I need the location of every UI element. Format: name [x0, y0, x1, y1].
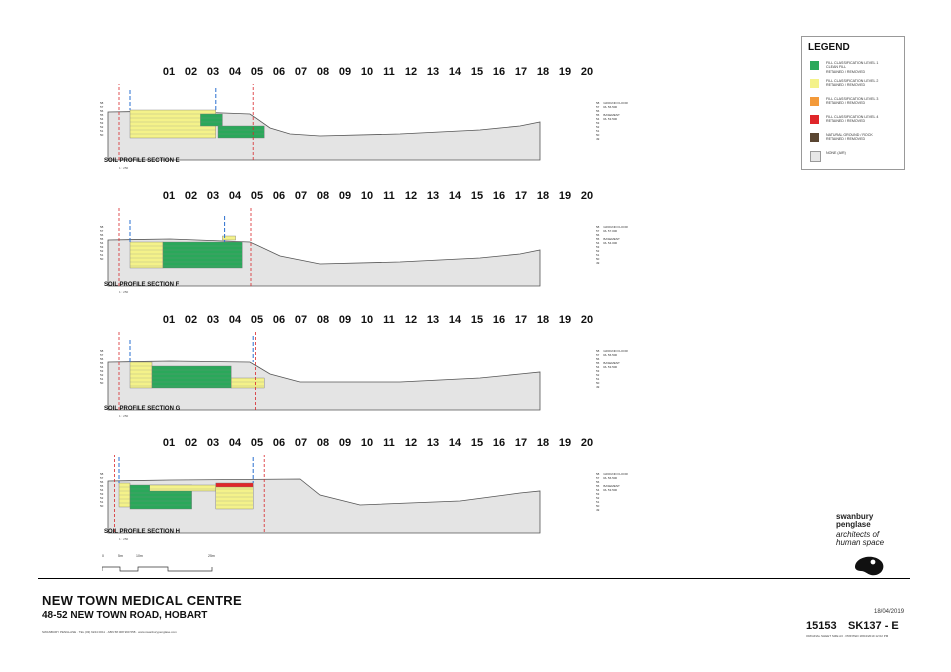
- level-value: 51: [596, 129, 600, 133]
- legend-label: [826, 79, 902, 88]
- brand-tagline-line-1: architects of: [836, 530, 880, 539]
- level-label: 52: [100, 125, 104, 129]
- section-scale: 1 : 250: [119, 537, 129, 541]
- brand-logo-icon: [851, 553, 887, 579]
- level-value: 56: [596, 233, 600, 237]
- level-annotation-rl: RL 53.500: [603, 365, 618, 369]
- section-title: SOIL PROFILE SECTION H: [104, 529, 180, 535]
- legend-item-4: [810, 115, 902, 129]
- gridline-label: 10: [360, 314, 374, 326]
- gridline-label: 11: [383, 190, 395, 202]
- gridline-label: 16: [492, 437, 506, 449]
- level-annotation-title: BASEMENT: [603, 484, 620, 488]
- gridline-label: 17: [514, 314, 528, 326]
- gridline-label: 05: [250, 314, 264, 326]
- level-scale-left: [100, 101, 108, 137]
- legend-label-line: FILL CLASSIFICATION LEVEL 1: [826, 61, 879, 65]
- legend-label: [826, 115, 902, 124]
- level-value: 56: [596, 357, 600, 361]
- level-annotation-rl: RL 56.500: [603, 105, 618, 109]
- level-value: 53: [596, 121, 600, 125]
- gridline-label: 18: [536, 437, 550, 449]
- gridline-label: 01: [162, 314, 176, 326]
- sheet-date: 18/04/2019: [874, 609, 905, 615]
- title-block-rule: [38, 578, 910, 579]
- level-label: 50: [100, 257, 104, 261]
- level-value: 54: [596, 117, 600, 121]
- level-scale-right: [596, 349, 636, 389]
- level-value: 54: [596, 488, 600, 492]
- level-label: [596, 261, 636, 265]
- level-annotation-rl: RL 57.000: [603, 229, 618, 233]
- level-value: 51: [596, 253, 600, 257]
- brand-name-line-1: swanbury: [836, 512, 874, 521]
- gridline-label: 17: [514, 190, 528, 202]
- level-label: 58: [100, 472, 104, 476]
- scale-bar: [102, 554, 222, 578]
- legend-label: [826, 61, 902, 74]
- level-value: 56: [596, 109, 600, 113]
- level-annotation-rl: RL 53.500: [603, 488, 618, 492]
- gridline-label: 14: [448, 190, 462, 202]
- section-scale: 1 : 250: [119, 166, 129, 170]
- level-annotation-title: GROUND FLOOR: [603, 349, 628, 353]
- level-value: 50: [596, 133, 600, 137]
- gridline-label: 10: [360, 66, 374, 78]
- fill-block: [200, 114, 222, 126]
- section-profile-drawing: [100, 208, 600, 308]
- sheet-number: SK137 - E: [848, 620, 899, 632]
- gridline-label: 10: [360, 190, 374, 202]
- level-label: 55: [100, 361, 104, 365]
- level-value: 52: [596, 373, 600, 377]
- gridline-label: 12: [404, 66, 418, 78]
- gridline-label: 19: [558, 66, 572, 78]
- gridline-label: 19: [558, 437, 572, 449]
- gridline-label: 03: [206, 314, 220, 326]
- gridline-label: 03: [206, 66, 220, 78]
- legend-swatch: [810, 151, 821, 162]
- gridline-label: 12: [404, 437, 418, 449]
- level-label: 50: [100, 504, 104, 508]
- scale-label-0: 0: [102, 554, 104, 558]
- level-label: 58: [100, 349, 104, 353]
- legend-label: [826, 133, 902, 142]
- scale-label-5m: 5m: [118, 554, 123, 558]
- level-label: 50: [100, 133, 104, 137]
- gridline-label: 02: [184, 66, 198, 78]
- gridline-label: 06: [272, 437, 286, 449]
- level-label: 57: [100, 353, 104, 357]
- gridline-label: 15: [470, 66, 484, 78]
- level-label: 57: [100, 476, 104, 480]
- gridline-label: 01: [162, 437, 176, 449]
- legend-label: [826, 151, 902, 155]
- level-annotation-rl: RL 56.500: [603, 476, 618, 480]
- level-scale-left: [100, 472, 108, 508]
- section-scale: 1 : 250: [119, 290, 129, 294]
- legend-label-line: RETAINED / REMOVED: [826, 119, 866, 124]
- gridline-label: 08: [316, 437, 330, 449]
- legend-label-line: FILL CLASSIFICATION LEVEL 4: [826, 115, 879, 119]
- gridline-label: 11: [383, 66, 395, 78]
- legend-swatch: [810, 133, 819, 142]
- legend-title: LEGEND: [808, 42, 850, 53]
- legend-label-line: RETAINED / REMOVED: [826, 69, 866, 74]
- level-label: 55: [100, 237, 104, 241]
- level-scale-left: [100, 349, 108, 385]
- gridline-label: 20: [580, 66, 594, 78]
- gridline-label: 14: [448, 314, 462, 326]
- brand-name-line-2: penglase: [836, 520, 871, 529]
- gridline-label: 04: [228, 314, 242, 326]
- level-value: 56: [596, 480, 600, 484]
- level-value: 52: [596, 125, 600, 129]
- level-value: 50: [596, 381, 600, 385]
- gridline-label: 20: [580, 314, 594, 326]
- level-label: 51: [100, 253, 104, 257]
- level-value: 51: [596, 500, 600, 504]
- level-label: [596, 385, 636, 389]
- gridline-label: 01: [162, 190, 176, 202]
- gridline-label: 08: [316, 314, 330, 326]
- fill-block: [218, 126, 264, 138]
- gridline-label: 10: [360, 437, 374, 449]
- gridline-label: 07: [294, 190, 308, 202]
- gridline-label: 15: [470, 437, 484, 449]
- gridline-label: 02: [184, 437, 198, 449]
- legend-label-line: FILL CLASSIFICATION LEVEL 2: [826, 79, 879, 83]
- gridline-label: 18: [536, 66, 550, 78]
- level-value: 58: [596, 472, 600, 476]
- level-value: 54: [596, 365, 600, 369]
- level-label: 57: [100, 229, 104, 233]
- legend-label-line: NATURAL GROUND / ROCK: [826, 133, 873, 137]
- legend-item-2: [810, 79, 902, 93]
- soil-profile-section-h: [100, 437, 640, 557]
- gridline-label: 13: [426, 190, 440, 202]
- level-value: 53: [596, 492, 600, 496]
- gridline-label: 09: [338, 190, 352, 202]
- level-annotation-title: GROUND FLOOR: [603, 225, 628, 229]
- gridline-label: 19: [558, 190, 572, 202]
- legend-label-line: RETAINED / REMOVED: [826, 137, 866, 142]
- gridline-labels: [158, 437, 598, 453]
- level-value: 55: [596, 484, 600, 488]
- level-value: 52: [596, 249, 600, 253]
- legend-label-line: FILL CLASSIFICATION LEVEL 3: [826, 97, 879, 101]
- level-annotation-title: GROUND FLOOR: [603, 101, 628, 105]
- section-profile-drawing: [100, 455, 600, 555]
- level-label: 51: [100, 129, 104, 133]
- level-value: 57: [596, 353, 600, 357]
- level-label: [596, 508, 636, 512]
- gridline-label: 06: [272, 66, 286, 78]
- brand-block: [836, 513, 916, 547]
- gridline-label: 07: [294, 437, 308, 449]
- gridline-label: 01: [162, 66, 176, 78]
- level-label: 55: [100, 484, 104, 488]
- level-label: 57: [100, 105, 104, 109]
- section-title: SOIL PROFILE SECTION F: [104, 282, 180, 288]
- level-annotation-rl: RL 53.500: [603, 117, 618, 121]
- gridline-labels: [158, 190, 598, 206]
- level-label: 52: [100, 373, 104, 377]
- level-label: 55: [100, 113, 104, 117]
- legend-item-5: [810, 133, 902, 147]
- level-label: 56: [100, 109, 104, 113]
- level-scale-right: [596, 101, 636, 141]
- gridline-label: 15: [470, 314, 484, 326]
- legend-swatch: [810, 79, 819, 88]
- legend-item-3: [810, 97, 902, 111]
- level-annotation-title: GROUND FLOOR: [603, 472, 628, 476]
- level-label: 54: [100, 365, 104, 369]
- gridline-label: 04: [228, 437, 242, 449]
- gridline-label: 16: [492, 314, 506, 326]
- level-value: 53: [596, 245, 600, 249]
- level-value: 50: [596, 504, 600, 508]
- gridline-label: 09: [338, 66, 352, 78]
- level-label: 56: [100, 233, 104, 237]
- gridline-label: 09: [338, 314, 352, 326]
- level-value: 49: [596, 261, 600, 265]
- legend-label-line: CLEAN FILL: [826, 65, 847, 70]
- gridline-label: 02: [184, 314, 198, 326]
- level-label: 52: [100, 249, 104, 253]
- gridline-label: 05: [250, 66, 264, 78]
- gridline-label: 08: [316, 66, 330, 78]
- legend-swatch: [810, 97, 819, 106]
- level-value: 55: [596, 237, 600, 241]
- level-label: 53: [100, 245, 104, 249]
- gridline-labels: [158, 314, 598, 330]
- level-scale-right: [596, 225, 636, 265]
- level-label: 53: [100, 492, 104, 496]
- level-value: 55: [596, 361, 600, 365]
- fill-block: [231, 378, 264, 388]
- project-name: NEW TOWN MEDICAL CENTRE: [42, 593, 242, 608]
- contact-line: SWANBURY PENGLASE · TEL (03) 6224 0011 · ABN 58 008 960 558 · www.swanburypenglase.com: [42, 630, 177, 634]
- level-label: 54: [100, 241, 104, 245]
- legend-label-line: RETAINED / REMOVED: [826, 83, 866, 88]
- fill-block: [216, 483, 253, 487]
- gridline-label: 18: [536, 190, 550, 202]
- gridline-label: 19: [558, 314, 572, 326]
- gridline-label: 04: [228, 190, 242, 202]
- section-profile-drawing: [100, 332, 600, 432]
- gridline-label: 16: [492, 66, 506, 78]
- brand-tagline-line-2: human space: [836, 538, 885, 547]
- sheet-footer: ORIGINAL SHEET SIZE A3 · PRINTED 18/04/2019 12:02 PM: [806, 634, 889, 638]
- level-value: 55: [596, 113, 600, 117]
- gridline-label: 11: [383, 437, 395, 449]
- level-value: 58: [596, 349, 600, 353]
- legend-label-line: NONE (AIR): [826, 151, 846, 155]
- gridline-label: 13: [426, 314, 440, 326]
- gridline-label: 03: [206, 437, 220, 449]
- level-value: 49: [596, 137, 600, 141]
- gridline-label: 07: [294, 66, 308, 78]
- level-value: 49: [596, 508, 600, 512]
- gridline-label: 06: [272, 190, 286, 202]
- gridline-label: 02: [184, 190, 198, 202]
- section-scale: 1 : 250: [119, 414, 129, 418]
- legend-label: [826, 97, 902, 106]
- level-value: 57: [596, 229, 600, 233]
- level-scale-left: [100, 225, 108, 261]
- level-value: 54: [596, 241, 600, 245]
- gridline-label: 13: [426, 437, 440, 449]
- gridline-label: 11: [383, 314, 395, 326]
- level-annotation-title: BASEMENT: [603, 237, 620, 241]
- level-label: 53: [100, 369, 104, 373]
- section-title: SOIL PROFILE SECTION E: [104, 158, 180, 164]
- level-label: 53: [100, 121, 104, 125]
- gridline-label: 04: [228, 66, 242, 78]
- level-value: 51: [596, 377, 600, 381]
- level-annotation-rl: RL 54.000: [603, 241, 618, 245]
- legend-swatch: [810, 61, 819, 70]
- level-label: [596, 137, 636, 141]
- level-value: 57: [596, 105, 600, 109]
- level-annotation-title: BASEMENT: [603, 361, 620, 365]
- soil-profile-section-g: [100, 314, 640, 434]
- fill-block: [150, 485, 216, 491]
- level-label: 51: [100, 500, 104, 504]
- section-title: SOIL PROFILE SECTION G: [104, 406, 181, 412]
- legend-panel: [801, 36, 905, 170]
- legend-swatch: [810, 115, 819, 124]
- scale-label-25m: 25m: [208, 554, 215, 558]
- gridline-label: 03: [206, 190, 220, 202]
- gridline-label: 12: [404, 190, 418, 202]
- gridline-label: 07: [294, 314, 308, 326]
- scale-bar-graphic: [102, 563, 222, 573]
- level-value: 58: [596, 225, 600, 229]
- fill-block: [152, 366, 231, 388]
- legend-item-6: [810, 151, 902, 165]
- level-label: 56: [100, 480, 104, 484]
- level-label: 52: [100, 496, 104, 500]
- gridline-label: 17: [514, 437, 528, 449]
- section-profile-drawing: [100, 84, 600, 184]
- gridline-label: 13: [426, 66, 440, 78]
- gridline-label: 16: [492, 190, 506, 202]
- level-scale-right: [596, 472, 636, 512]
- gridline-label: 05: [250, 437, 264, 449]
- legend-item-1: [810, 61, 902, 75]
- level-value: 49: [596, 385, 600, 389]
- level-value: 58: [596, 101, 600, 105]
- gridline-label: 06: [272, 314, 286, 326]
- level-label: 56: [100, 357, 104, 361]
- gridline-label: 05: [250, 190, 264, 202]
- level-label: 50: [100, 381, 104, 385]
- gridline-label: 14: [448, 437, 462, 449]
- legend-label-line: RETAINED / REMOVED: [826, 101, 866, 106]
- gridline-label: 12: [404, 314, 418, 326]
- gridline-label: 20: [580, 190, 594, 202]
- gridline-label: 17: [514, 66, 528, 78]
- gridline-label: 08: [316, 190, 330, 202]
- level-label: 54: [100, 488, 104, 492]
- level-annotation-rl: RL 56.500: [603, 353, 618, 357]
- level-value: 57: [596, 476, 600, 480]
- gridline-label: 20: [580, 437, 594, 449]
- scale-label-10m: 10m: [136, 554, 143, 558]
- project-address: 48-52 NEW TOWN ROAD, HOBART: [42, 610, 208, 621]
- soil-profile-section-e: [100, 66, 640, 186]
- level-annotation-title: BASEMENT: [603, 113, 620, 117]
- level-label: 54: [100, 117, 104, 121]
- job-number: 15153: [806, 620, 837, 632]
- gridline-label: 14: [448, 66, 462, 78]
- level-value: 50: [596, 257, 600, 261]
- gridline-label: 09: [338, 437, 352, 449]
- gridline-labels: [158, 66, 598, 82]
- level-label: 58: [100, 101, 104, 105]
- level-label: 58: [100, 225, 104, 229]
- gridline-label: 15: [470, 190, 484, 202]
- level-label: 51: [100, 377, 104, 381]
- soil-profile-section-f: [100, 190, 640, 310]
- level-value: 52: [596, 496, 600, 500]
- level-value: 53: [596, 369, 600, 373]
- gridline-label: 18: [536, 314, 550, 326]
